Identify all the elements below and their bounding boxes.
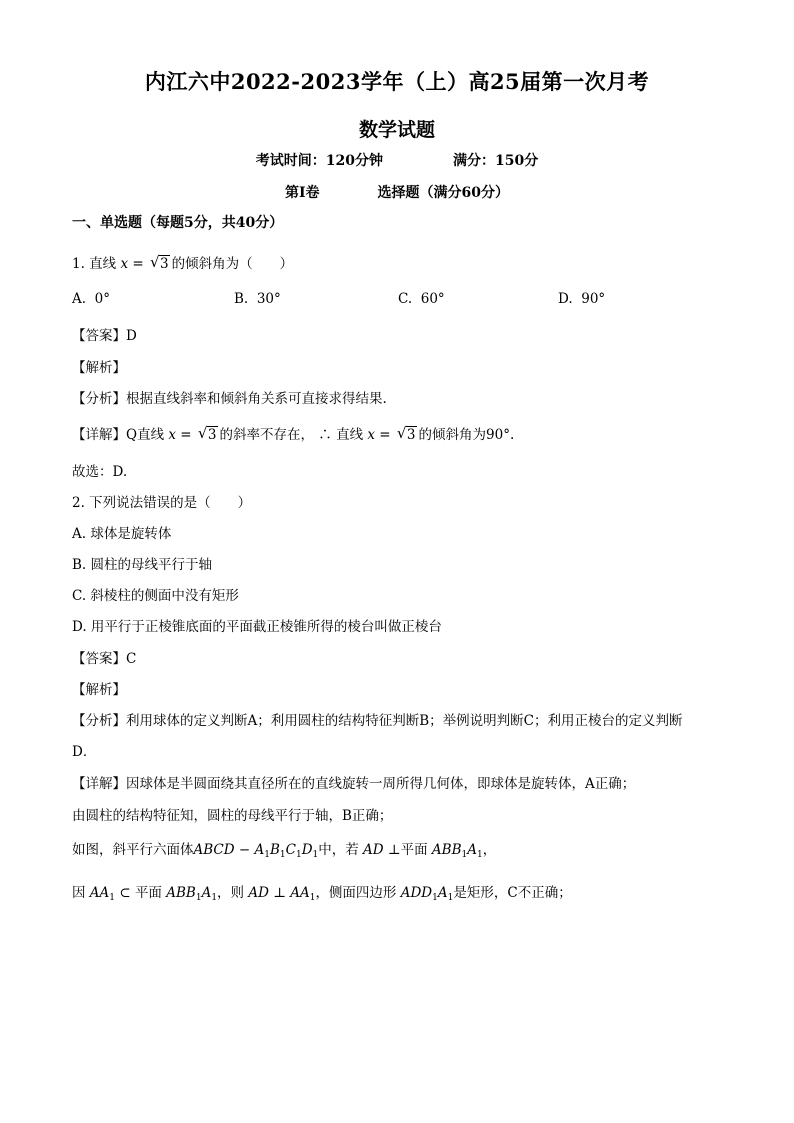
xiangjie-tag: 【详解】 (72, 776, 126, 792)
answer-value: C (126, 651, 137, 667)
xiangjie-tag: 【详解】 (72, 427, 126, 443)
q1-suffix: 的倾斜角为（ ） (171, 256, 294, 272)
q1-expr-rad: 3 (160, 256, 169, 272)
q2-answer (72, 649, 136, 669)
q2-fenxi (72, 711, 683, 731)
q1-prefix: 1. 直线 (72, 256, 117, 272)
sqrt-symbol (150, 254, 170, 274)
q1-answer (72, 326, 137, 346)
exam-meta (0, 150, 794, 170)
exam-score: 满分：150分 (453, 153, 539, 169)
sqrt-symbol: √ 3 (198, 425, 218, 445)
math-expr-plane: $ABB_1A_1$ (161, 885, 218, 903)
fenxi-tag: 【分析】 (72, 391, 126, 407)
exam-time: 考试时间：120分钟 (255, 153, 383, 169)
question-2-stem: 2. 下列说法错误的是（ ） (72, 495, 252, 511)
q2-line-2: 由圆柱的结构特征知，圆柱的母线平行于轴，B正确； (72, 808, 393, 824)
answer-value: D (126, 328, 137, 344)
q1-option-d: D. 90° (558, 291, 606, 307)
therefore-symbol: ∴ (318, 427, 332, 443)
math-expr-quad: $ADD_1A_1$ (396, 885, 454, 903)
q2-option-c: C. 斜棱柱的侧面中没有矩形 (72, 588, 239, 604)
q1-analysis-tag: 【解析】 (72, 360, 126, 376)
math-expr-perp: AD (244, 885, 274, 901)
fenxi-text: 利用球体的定义判断A；利用圆柱的结构特征判断B；举例说明判断C；利用正棱台的定义判断 (126, 713, 683, 729)
q1-expr-var: x (120, 256, 129, 272)
q2-line-3: 如图，斜平行六面体ABCD − $A_1B_1C_1D_1$中，若 AD ⊥平面 $ABB_1A_1$， (72, 842, 497, 860)
math-expr-prism: ABCD − $A_1B_1C_1D_1$ (193, 842, 319, 860)
volume-desc: 选择题（满分60分） (377, 185, 510, 201)
section-heading: 一、单选题（每题5分，共40分） (72, 215, 284, 231)
question-1-stem (72, 254, 293, 274)
answer-tag: 【答案】 (72, 328, 126, 344)
page-subtitle: 数学试题 (358, 119, 435, 141)
q1-option-a: A. 0° (72, 291, 110, 307)
volume-label: 第Ⅰ卷 (284, 185, 320, 201)
q2-xiangjie: 【详解】因球体是半圆面绕其直径所在的直线旋转一周所得几何体，即球体是旋转体，A正确； (72, 776, 636, 792)
q2-fenxi-cont: D． (72, 744, 97, 760)
page-title: 内江六中2022-2023学年（上）高25届第一次月考 (144, 69, 650, 94)
q1-fenxi (72, 389, 387, 409)
q2-option-b: B. 圆柱的母线平行于轴 (72, 557, 213, 573)
math-expr-plane: $ABB_1A_1$ (427, 842, 483, 860)
q1-option-c: C. 60° (398, 291, 445, 307)
q2-line-4: 因 $AA_1$ ⊂ 平面 $ABB_1A_1$，则 AD ⊥ $AA_1$，侧面四边形 $ADD_1A_1$是矩形，C不正确； (72, 885, 572, 903)
fenxi-tag: 【分析】 (72, 713, 126, 729)
volume-heading (0, 182, 794, 202)
q2-analysis-tag: 【解析】 (72, 682, 126, 698)
fenxi-text: 根据直线斜率和倾斜角关系可直接求得结果. (126, 391, 387, 407)
math-expr-ad: AD (358, 842, 388, 858)
q1-option-b: B. 30° (234, 291, 281, 307)
answer-tag: 【答案】 (72, 651, 126, 667)
sqrt-symbol: √ 3 (397, 425, 417, 445)
q1-expr-eq: = (128, 256, 148, 272)
q2-option-a: A. 球体是旋转体 (72, 526, 172, 542)
math-expr-aa1: $AA_1$ (85, 885, 116, 903)
q1-xiangjie: 【详解】Q直线 x = √ 3 的斜率不存在， ∴ 直线 x = √ 3 的倾斜角为90°. (72, 425, 514, 445)
because-symbol: Q (126, 427, 138, 443)
q2-option-d: D. 用平行于正棱锥底面的平面截正棱锥所得的棱台叫做正棱台 (72, 619, 442, 635)
q1-conclusion: 故选：D. (72, 464, 128, 480)
